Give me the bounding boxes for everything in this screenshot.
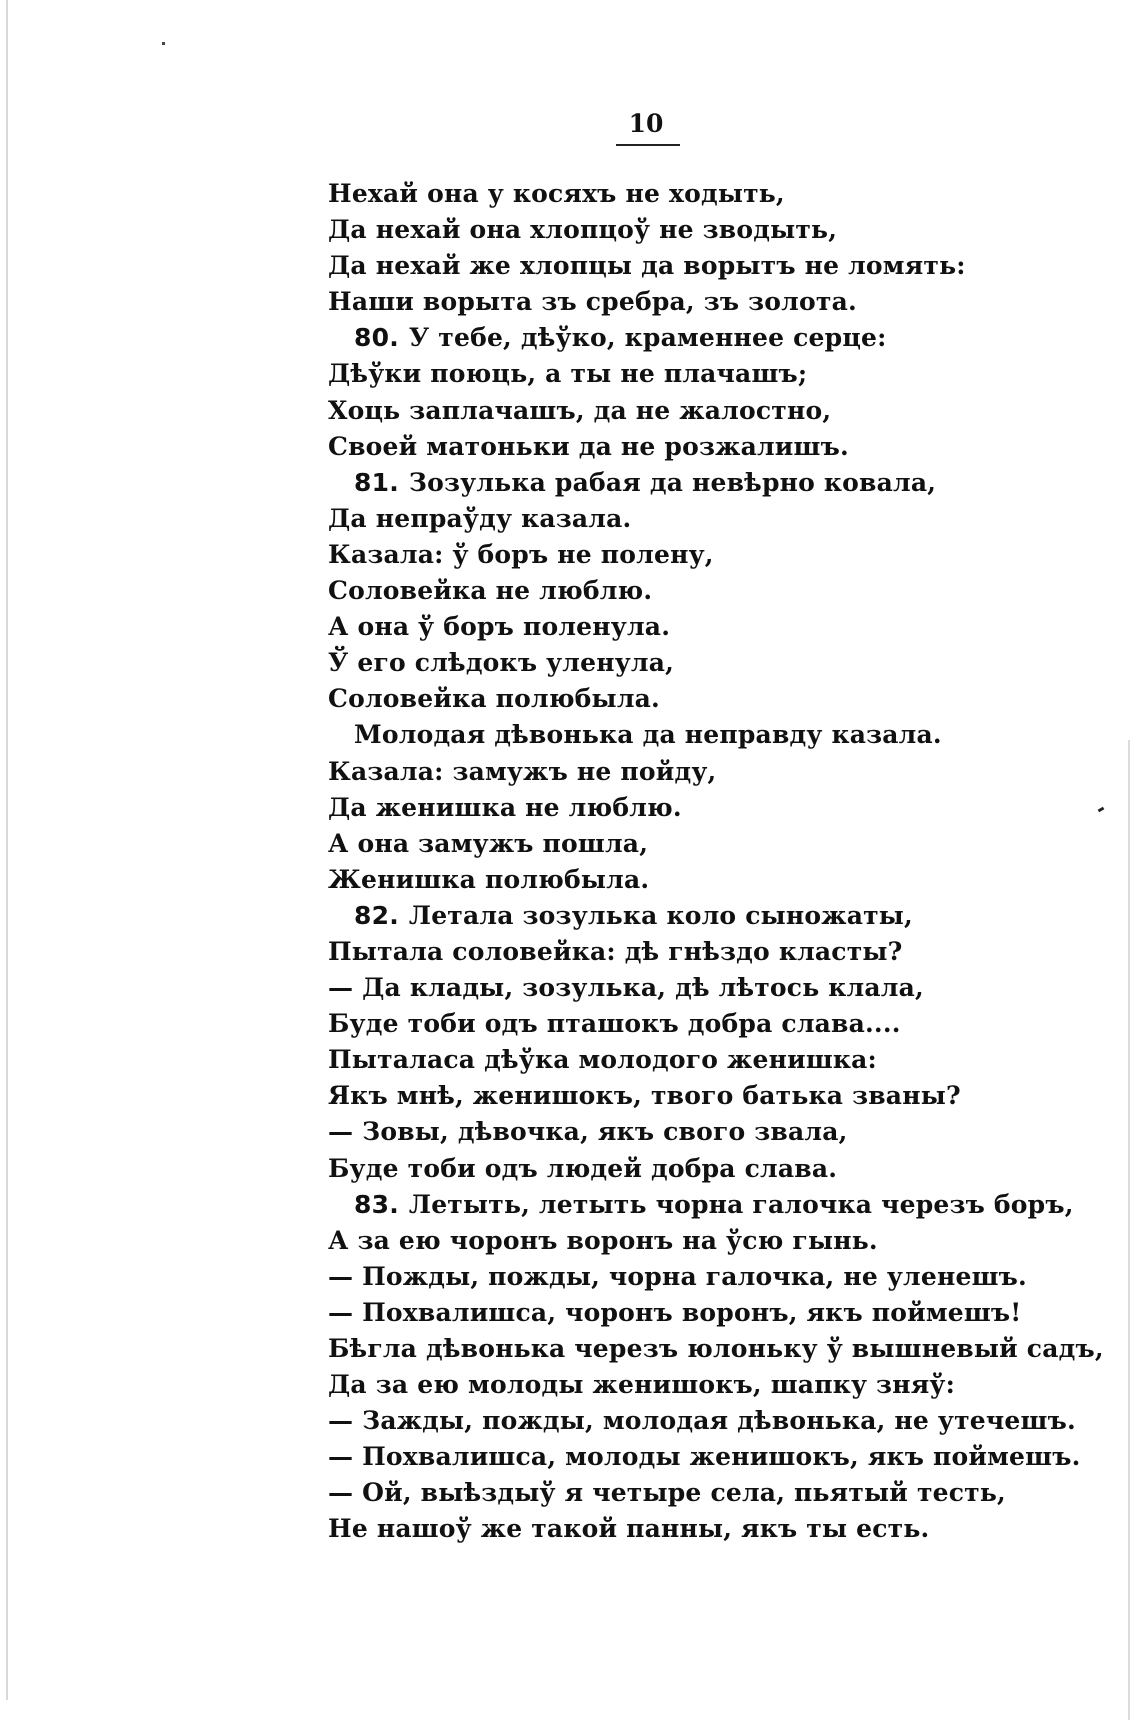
verse-line (328, 1295, 1028, 1331)
verse-line (328, 1331, 1104, 1367)
verse-line (328, 717, 1028, 753)
page-right-edge (1128, 740, 1130, 1720)
verse-line-text: Бѣгла дѣвонька черезъ юлоньку ў вышневый садъ, (328, 1334, 1104, 1363)
verse-line-text: Летала зозулька коло сыножаты, (408, 900, 913, 930)
verse-line-text: — Зовы, дѣвочка, якъ свого звала, (328, 1117, 848, 1147)
verse-line-text: Соловейка не люблю. (328, 576, 653, 606)
verse-line-text: Хоць заплачашъ, да не жалостно, (328, 395, 832, 425)
verse-line (328, 1475, 1028, 1511)
verse-line-text: Буде тоби одъ пташокъ добра слава.... (328, 1009, 901, 1039)
verse-line-text: Да нехай же хлопцы да ворытъ не ломять: (328, 251, 966, 281)
verse-line-text: Наши ворыта зъ сребра, зъ золота. (328, 287, 857, 317)
verse-line (328, 573, 1028, 609)
verse-line (328, 1187, 1074, 1223)
verse-line-text: Да непраўду казала. (328, 503, 632, 533)
verse-line-text: Пытала соловейка: дѣ гнѣздо класты? (328, 936, 903, 966)
verse-line (328, 609, 1028, 645)
verse-line (328, 284, 1028, 320)
verse-number: 82. (354, 900, 399, 930)
verse-line-text: Женишка полюбыла. (328, 864, 650, 894)
verse-line-text: — Похвалишса, чоронъ воронъ, якъ поймешъ! (328, 1297, 1022, 1327)
verse-line (328, 1151, 1028, 1187)
scan-speck (1098, 807, 1105, 813)
verse-line-text: — Зажды, пожды, молодая дѣвонька, не утечешъ. (328, 1406, 1076, 1436)
verse-line-text: — Пожды, пожды, чорна галочка, не уленешъ. (328, 1261, 1027, 1291)
verse-line-text: Не нашоў же такой панны, якъ ты есть. (328, 1514, 930, 1544)
verse-number: 81. (354, 467, 399, 497)
verse-line (328, 537, 1028, 573)
verse-line (328, 790, 1028, 826)
verse-line-text: Ў его слѣдокъ уленула, (328, 648, 675, 678)
verse-line-text: — Ой, выѣздыў я четыре села, пьятый тесть, (328, 1478, 1006, 1508)
verse-line-text: Да за ею молоды женишокъ, шапку зняў: (328, 1370, 956, 1400)
verse-line (328, 501, 1028, 537)
verse-line-text: Своей матоньки да не розжалишъ. (328, 431, 849, 461)
verse-line-text: Казала: ў боръ не полену, (328, 539, 714, 569)
verse-line (328, 1078, 1028, 1114)
verse-line (328, 934, 1028, 970)
verse-number: 83. (354, 1189, 399, 1219)
verse-line (328, 681, 1028, 717)
verse-line (328, 898, 1028, 934)
verse-line (328, 645, 1028, 681)
verse-line (328, 1114, 1028, 1150)
verse-line (328, 1511, 1028, 1547)
verse-line (328, 970, 1028, 1006)
verse-line (328, 1367, 1028, 1403)
verse-line-text: А она замужъ пошла, (328, 828, 649, 858)
verse-line (328, 320, 1028, 356)
verse-line-text: — Похвалишса, молоды женишокъ, якъ поймешъ. (328, 1442, 1081, 1472)
page-number-rule (616, 144, 680, 146)
verse-line (328, 1006, 1028, 1042)
verse-line-text: Соловейка полюбыла. (328, 684, 660, 714)
verse-line (328, 465, 1028, 501)
verse-line-text: У тебе, дѣўко, краменнее серце: (408, 323, 887, 353)
verse-line (328, 176, 1028, 212)
verse-line (328, 356, 1028, 392)
verse-number: 80. (354, 323, 399, 353)
verse-text-block (328, 176, 1104, 1548)
verse-line (328, 212, 1028, 248)
verse-line-text: Зозулька рабая да невѣрно ковала, (408, 467, 937, 497)
verse-line-text: Пыталаса дѣўка молодого женишка: (328, 1045, 877, 1075)
scan-speck (162, 42, 165, 45)
verse-line (328, 754, 1028, 790)
verse-line-text: Нехай она у косяхъ не ходыть, (328, 179, 785, 208)
verse-line (328, 1403, 1076, 1439)
verse-line (328, 248, 1028, 284)
verse-line (328, 393, 1028, 429)
verse-line-text: А за ею чоронъ воронъ на ўсю гынь. (328, 1225, 878, 1255)
verse-line-text: Да женишка не люблю. (328, 792, 682, 822)
verse-line (328, 862, 1028, 898)
verse-line-text: А она ў боръ поленула. (328, 612, 671, 642)
page-number: 10 (628, 109, 664, 138)
verse-line (328, 1223, 1028, 1259)
verse-line-text: Дѣўки поюць, а ты не плачашъ; (328, 359, 808, 389)
verse-line-text: Летыть, летыть чорна галочка черезъ боръ, (408, 1189, 1074, 1219)
verse-line (328, 1042, 1028, 1078)
verse-line (328, 1439, 1081, 1475)
verse-line (328, 1259, 1028, 1295)
verse-line-text: Буде тоби одъ людей добра слава. (328, 1153, 838, 1183)
verse-line-text: Молодая дѣвонька да неправду казала. (354, 720, 942, 750)
verse-line (328, 429, 1028, 465)
verse-line-text: — Да клады, зозулька, дѣ лѣтось клала, (328, 973, 924, 1003)
page-left-edge (6, 0, 8, 1700)
verse-line-text: Якъ мнѣ, женишокъ, твого батька званы? (328, 1081, 961, 1111)
verse-line (328, 826, 1028, 862)
verse-line-text: Да нехай она хлопцоў не зводыть, (328, 215, 838, 245)
verse-line-text: Казала: замужъ не пойду, (328, 756, 717, 786)
